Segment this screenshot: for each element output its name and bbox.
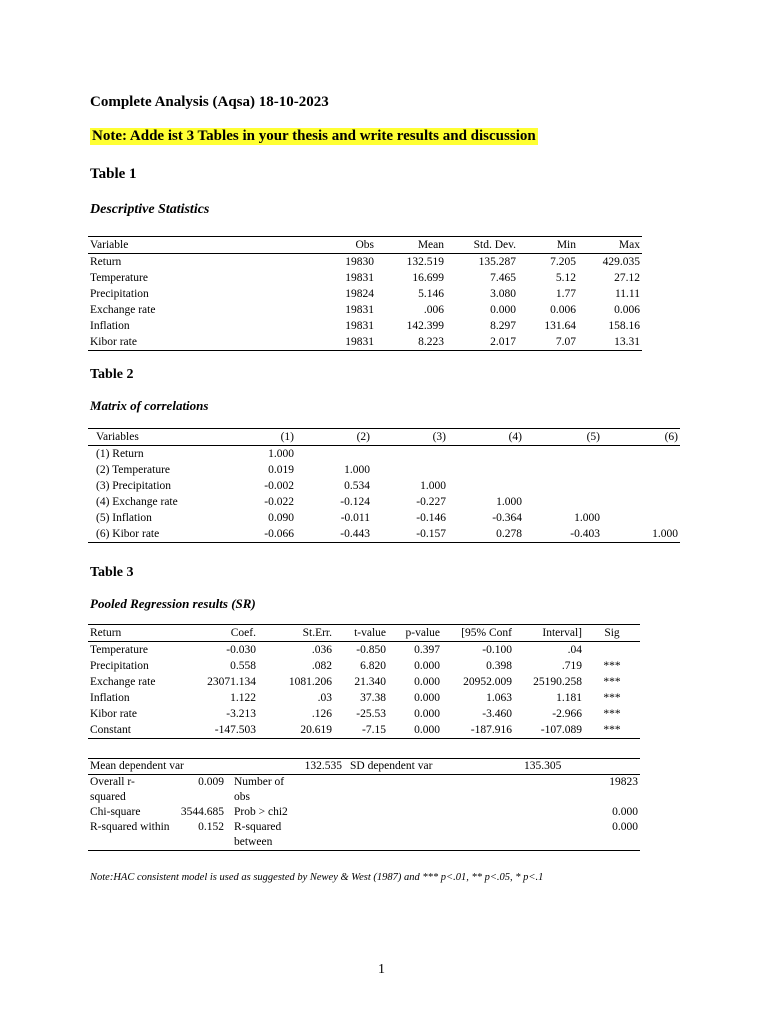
table-cell: 0.006 xyxy=(614,304,640,316)
row-label: Exchange rate xyxy=(90,304,156,316)
table-cell: 0.278 xyxy=(448,526,524,543)
table2-caption: Matrix of correlations xyxy=(90,398,209,413)
correlation-matrix-table xyxy=(88,428,680,543)
table-row xyxy=(88,270,642,286)
table-cell: 135.287 xyxy=(478,256,516,268)
pooled-regression-table xyxy=(88,624,640,739)
row-label: Kibor rate xyxy=(88,334,228,351)
table-cell: .03 xyxy=(317,692,332,704)
column-header: Interval] xyxy=(514,625,584,642)
table-cell xyxy=(448,446,524,463)
table-cell: 142.399 xyxy=(406,320,444,332)
table-cell xyxy=(524,446,602,463)
table-cell xyxy=(584,642,640,659)
table-cell: 0.006 xyxy=(550,304,576,316)
table-cell: -0.002 xyxy=(264,480,294,492)
chi2-label: Chi-square xyxy=(90,806,141,818)
table-row xyxy=(88,446,680,463)
mean-dependent-label: Mean dependent var xyxy=(88,759,294,775)
table-cell: -0.066 xyxy=(220,526,296,543)
table-cell: *** xyxy=(584,722,640,739)
table-cell: 8.297 xyxy=(490,320,516,332)
table-cell: 1.063 xyxy=(486,692,512,704)
table-cell: 0.000 xyxy=(490,304,516,316)
row-label: Temperature xyxy=(90,644,148,656)
table-row xyxy=(88,478,680,494)
r2-between-value: 0.000 xyxy=(464,820,640,851)
prob-label: Prob > chi2 xyxy=(234,806,288,818)
summary-row xyxy=(88,775,640,806)
column-header: Min xyxy=(518,237,578,254)
nobs-value: 19823 xyxy=(609,776,638,788)
table-cell: -107.089 xyxy=(514,722,584,739)
table-cell: .719 xyxy=(561,660,582,672)
column-header: Variables xyxy=(88,429,220,446)
table-cell xyxy=(448,462,524,478)
column-header: Sig xyxy=(584,625,640,642)
table-cell xyxy=(602,478,680,494)
table-row xyxy=(88,318,642,334)
table-row xyxy=(88,706,640,722)
table-cell: 429.035 xyxy=(602,256,640,268)
table-cell: -0.100 xyxy=(482,644,512,656)
table-cell: 0.397 xyxy=(414,644,440,656)
row-label: Kibor rate xyxy=(90,708,137,720)
table-row xyxy=(88,526,680,543)
row-label: (5) Inflation xyxy=(96,512,152,524)
table-cell: 0.398 xyxy=(486,660,512,672)
table-cell: 1.000 xyxy=(420,480,446,492)
table-cell: 0.534 xyxy=(344,480,370,492)
table-cell: -0.364 xyxy=(492,512,522,524)
column-header: Max xyxy=(578,237,642,254)
table-cell: -3.213 xyxy=(226,708,256,720)
table-cell: 16.699 xyxy=(412,272,444,284)
table-cell: 131.64 xyxy=(544,320,576,332)
table-cell: -187.916 xyxy=(442,722,514,739)
table1-label: Table 1 xyxy=(90,166,137,182)
table-row xyxy=(88,658,640,674)
table-row xyxy=(88,642,640,659)
table-row xyxy=(88,334,642,351)
table-cell: 21.340 xyxy=(354,676,386,688)
table-cell: 19831 xyxy=(345,272,374,284)
table-cell: 1.000 xyxy=(344,464,370,476)
table-cell: -0.011 xyxy=(340,512,370,524)
column-header: (4) xyxy=(448,429,524,446)
table-cell: 20.619 xyxy=(258,722,334,739)
table-cell: 1.000 xyxy=(496,496,522,508)
row-label: (6) Kibor rate xyxy=(88,526,220,543)
table-cell: 158.16 xyxy=(608,320,640,332)
table-cell: -2.966 xyxy=(552,708,582,720)
chi2-value: 3544.685 xyxy=(180,806,224,818)
table-row xyxy=(88,690,640,706)
document-title: Complete Analysis (Aqsa) 18-10-2023 xyxy=(90,94,329,110)
sd-dependent-label: SD dependent var xyxy=(344,759,464,775)
table-cell xyxy=(602,462,680,478)
r2-within-label: R-squared within xyxy=(88,820,172,851)
table-cell: 0.000 xyxy=(414,708,440,720)
table-cell: 3.080 xyxy=(490,288,516,300)
table-cell: 19831 xyxy=(345,320,374,332)
row-label: Inflation xyxy=(90,692,130,704)
table-cell: *** xyxy=(603,660,621,672)
row-label: Return xyxy=(90,256,122,268)
table-cell: 5.146 xyxy=(418,288,444,300)
table-cell: 20952.009 xyxy=(463,676,512,688)
table-row xyxy=(88,462,680,478)
nobs-label: Number of obs xyxy=(234,776,285,803)
table-cell: -25.53 xyxy=(356,708,386,720)
column-header: St.Err. xyxy=(258,625,334,642)
row-label: (4) Exchange rate xyxy=(96,496,178,508)
row-label: (2) Temperature xyxy=(96,464,171,476)
table-cell: 0.019 xyxy=(268,464,294,476)
column-header: (6) xyxy=(602,429,680,446)
table-cell xyxy=(602,494,680,510)
table-cell xyxy=(524,494,602,510)
column-header: (2) xyxy=(296,429,372,446)
table-cell: -7.15 xyxy=(334,722,388,739)
table-cell: -0.124 xyxy=(340,496,370,508)
table1-caption: Descriptive Statistics xyxy=(90,202,210,217)
table-cell: 19831 xyxy=(228,334,376,351)
table-cell: 8.223 xyxy=(376,334,446,351)
table-cell: .006 xyxy=(423,304,444,316)
table3-label: Table 3 xyxy=(90,565,134,580)
table-row xyxy=(88,510,680,526)
table-cell: *** xyxy=(603,676,621,688)
table-cell: -0.850 xyxy=(356,644,386,656)
table-cell: .04 xyxy=(567,644,582,656)
table-cell: 1.181 xyxy=(556,692,582,704)
row-label: Exchange rate xyxy=(90,676,156,688)
table-cell: 2.017 xyxy=(446,334,518,351)
table-cell: .126 xyxy=(311,708,332,720)
table-row xyxy=(88,302,642,318)
table-cell xyxy=(524,478,602,494)
row-label: Precipitation xyxy=(90,288,149,300)
row-label: Inflation xyxy=(90,320,130,332)
column-header: Mean xyxy=(376,237,446,254)
table-header-row xyxy=(88,429,680,446)
row-label: (3) Precipitation xyxy=(96,480,172,492)
table-cell: 0.000 xyxy=(414,660,440,672)
table-row xyxy=(88,722,640,739)
table-cell: 1.000 xyxy=(268,448,294,460)
row-label: (1) Return xyxy=(96,448,144,460)
table-cell: 19830 xyxy=(345,256,374,268)
table-cell: -0.030 xyxy=(226,644,256,656)
table-cell: 7.465 xyxy=(490,272,516,284)
column-header: Obs xyxy=(228,237,376,254)
table-cell xyxy=(602,510,680,526)
table-cell: .036 xyxy=(311,644,332,656)
table-cell: 1081.206 xyxy=(288,676,332,688)
table-cell xyxy=(602,446,680,463)
table-cell: 27.12 xyxy=(614,272,640,284)
r2-within-value: 0.152 xyxy=(172,820,226,851)
table-cell: 1.122 xyxy=(230,692,256,704)
overall-r2-value: 0.009 xyxy=(198,776,224,788)
table-cell: 7.205 xyxy=(550,256,576,268)
table-cell xyxy=(524,462,602,478)
table-cell: .082 xyxy=(311,660,332,672)
table-cell: -0.146 xyxy=(416,512,446,524)
column-header: Return xyxy=(88,625,180,642)
table-cell xyxy=(448,478,524,494)
table-row xyxy=(88,286,642,302)
descriptive-statistics-table xyxy=(88,236,642,351)
table-cell: 11.11 xyxy=(614,288,640,300)
table2-label: Table 2 xyxy=(90,367,134,382)
table-cell: 1.77 xyxy=(555,288,576,300)
regression-summary-table xyxy=(88,758,640,851)
table3-footnote: Note:HAC consistent model is used as suggested by Newey & West (1987) and *** p<.01, ** p<.05, * p<.1 xyxy=(90,872,544,883)
table-cell: 1.000 xyxy=(574,512,600,524)
column-header: p-value xyxy=(388,625,442,642)
table-cell: 0.000 xyxy=(388,722,442,739)
table-row xyxy=(88,674,640,690)
row-label: Constant xyxy=(88,722,180,739)
row-label: Precipitation xyxy=(90,660,149,672)
table-cell: -0.227 xyxy=(416,496,446,508)
table-header-row xyxy=(88,625,640,642)
table-cell: -0.022 xyxy=(264,496,294,508)
summary-row xyxy=(88,805,640,820)
table-cell xyxy=(372,462,448,478)
table-row xyxy=(88,254,642,271)
table-cell: 37.38 xyxy=(360,692,386,704)
mean-dependent-value: 132.535 xyxy=(294,759,344,775)
table-cell: 0.000 xyxy=(414,692,440,704)
overall-r2-label: Overall r-squared xyxy=(90,776,135,803)
table-row xyxy=(88,494,680,510)
table3-caption: Pooled Regression results (SR) xyxy=(90,596,256,611)
column-header: Variable xyxy=(88,237,228,254)
table-cell: 13.31 xyxy=(578,334,642,351)
table-cell: -0.157 xyxy=(372,526,448,543)
page-number: 1 xyxy=(378,962,385,977)
table-cell xyxy=(372,446,448,463)
column-header: Coef. xyxy=(180,625,258,642)
summary-row xyxy=(88,820,640,851)
table-cell: 7.07 xyxy=(518,334,578,351)
table-cell: -0.403 xyxy=(524,526,602,543)
table-cell: 19824 xyxy=(345,288,374,300)
table-cell: 1.000 xyxy=(602,526,680,543)
table-cell: 25190.258 xyxy=(533,676,582,688)
table-cell: 0.558 xyxy=(230,660,256,672)
summary-row xyxy=(88,759,640,775)
column-header: (3) xyxy=(372,429,448,446)
table-cell: *** xyxy=(603,692,621,704)
sd-dependent-value: 135.305 xyxy=(464,759,640,775)
column-header: (1) xyxy=(220,429,296,446)
column-header: [95% Conf xyxy=(442,625,514,642)
table-cell: 6.820 xyxy=(360,660,386,672)
prob-value: 0.000 xyxy=(612,806,638,818)
table-cell: -0.443 xyxy=(296,526,372,543)
column-header: Std. Dev. xyxy=(446,237,518,254)
table-cell: 5.12 xyxy=(555,272,576,284)
table-cell: *** xyxy=(603,708,621,720)
table-cell: -3.460 xyxy=(482,708,512,720)
table-cell: 132.519 xyxy=(406,256,444,268)
table-header-row xyxy=(88,237,642,254)
table-cell: 19831 xyxy=(345,304,374,316)
row-label: Temperature xyxy=(90,272,148,284)
table-cell xyxy=(296,446,372,463)
r2-between-label: R-squared between xyxy=(226,820,294,851)
table-cell: 0.000 xyxy=(414,676,440,688)
table-cell: 23071.134 xyxy=(207,676,256,688)
highlighted-note: Note: Adde ist 3 Tables in your thesis and write results and discussion xyxy=(92,128,536,144)
table-cell: -147.503 xyxy=(180,722,258,739)
table-cell: 0.090 xyxy=(268,512,294,524)
column-header: t-value xyxy=(334,625,388,642)
column-header: (5) xyxy=(524,429,602,446)
